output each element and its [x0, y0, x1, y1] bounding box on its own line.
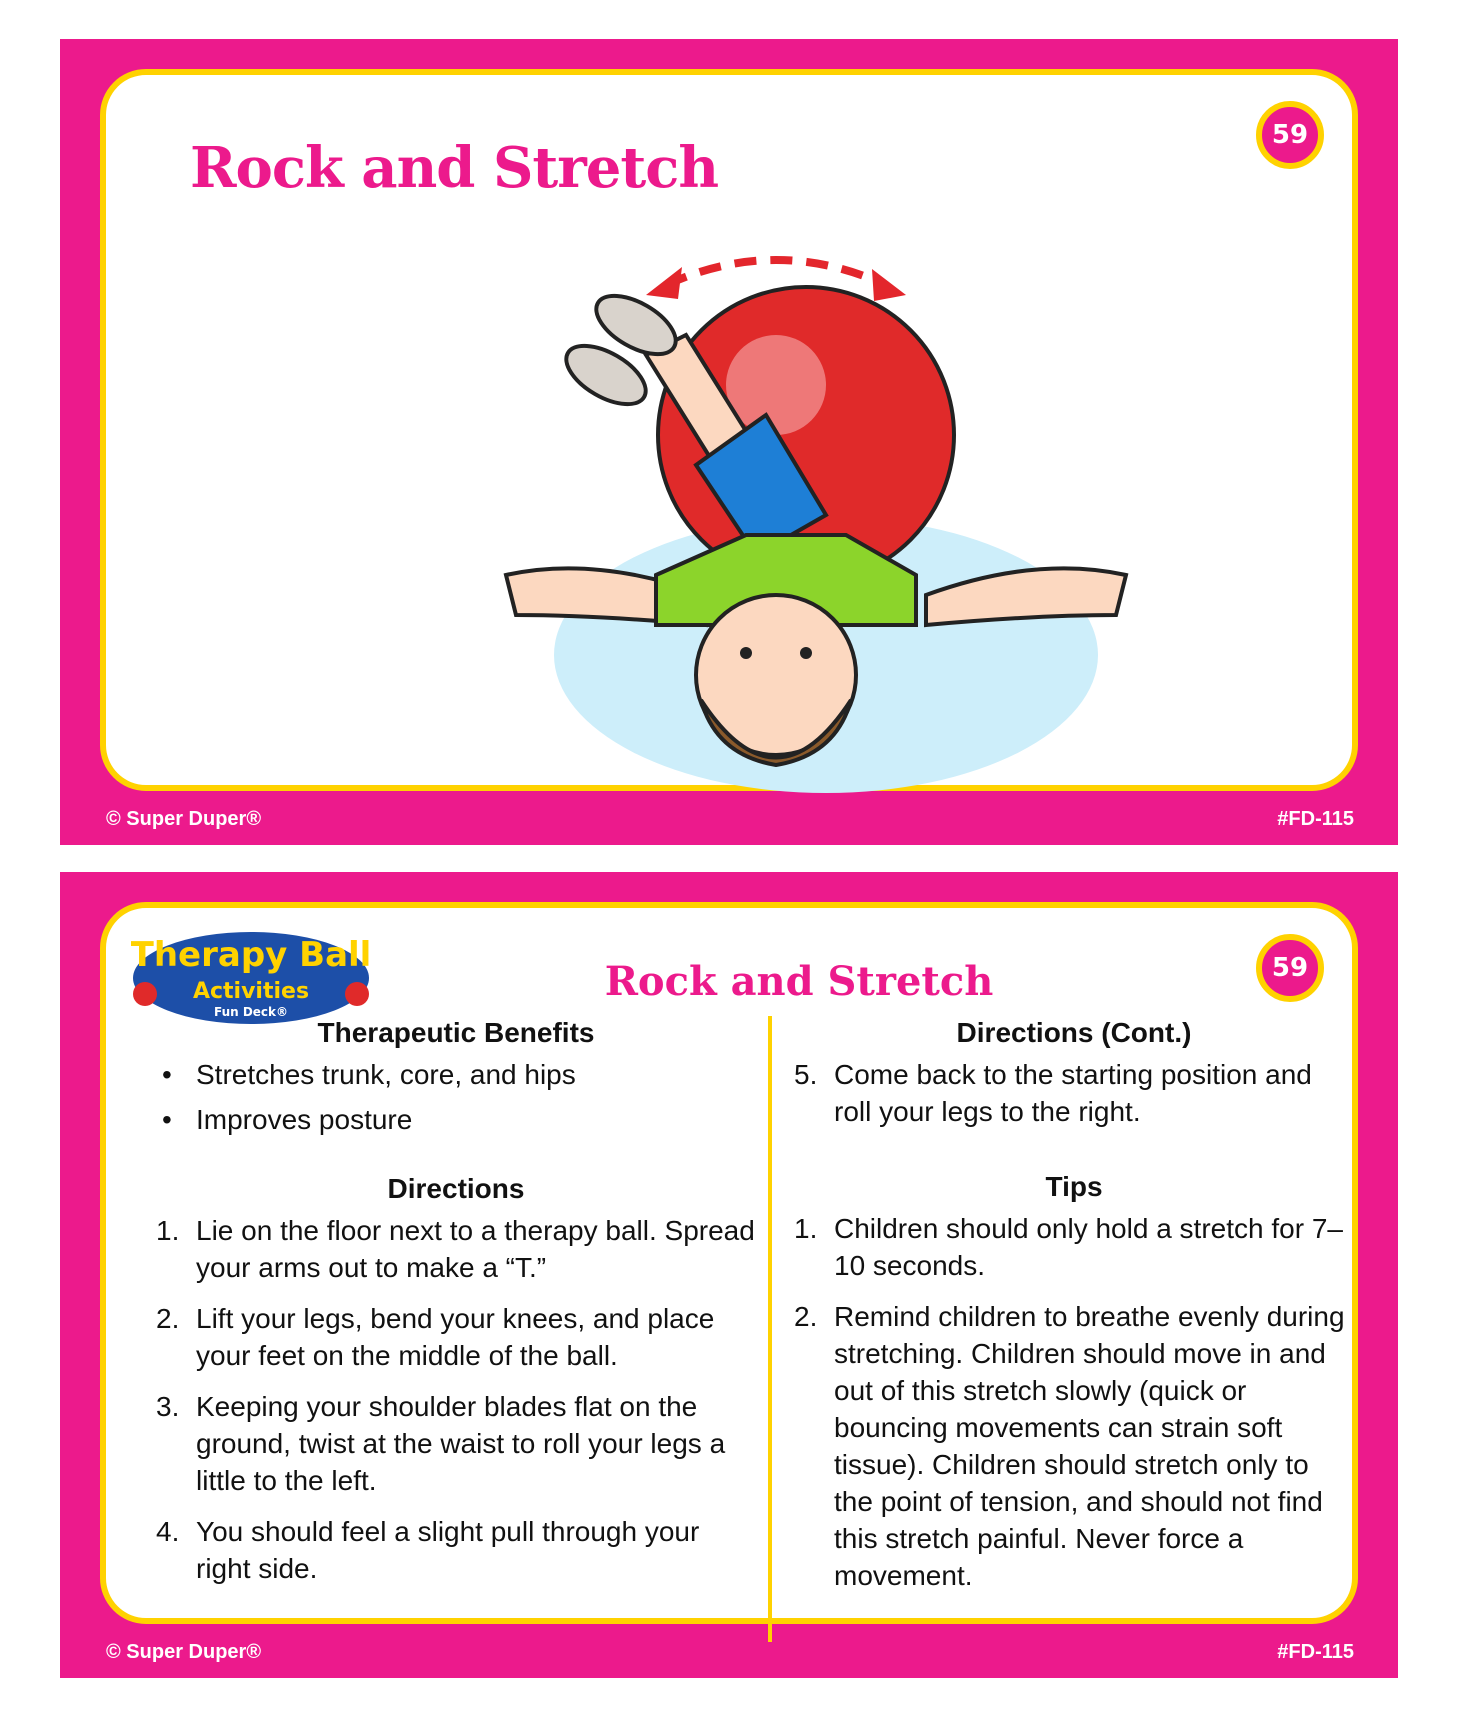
- card-front-panel: [100, 69, 1358, 791]
- direction-item: 4. You should feel a slight pull through your right side.: [156, 1516, 700, 1584]
- card-front: [60, 39, 1398, 845]
- direction-item: 1. Lie on the floor next to a therapy ball. Spread your arms out to make a “T.”: [156, 1215, 755, 1283]
- therapy-ball-activities-logo: [131, 928, 371, 1028]
- benefits-heading: Therapeutic Benefits: [317, 1017, 595, 1048]
- column-divider: [768, 1016, 772, 1642]
- card-title: Rock and Stretch: [604, 958, 994, 1005]
- eye-right: [800, 647, 812, 659]
- arrow-head-left: [646, 267, 682, 299]
- tip-item: 2. Remind children to breathe evenly during stretching. Children should move in and out of this stretch slowly (quick or bouncing movements can strain soft tissue). Children should stretch only to the point of tension, and should not find this stretch painful. Never force a movement.: [794, 1301, 1345, 1591]
- benefit-item: • Stretches trunk, core, and hips: [162, 1059, 576, 1090]
- copyright-text: © Super Duper®: [106, 1641, 262, 1663]
- card-back-panel: [100, 902, 1358, 1624]
- right-column: [794, 1016, 1354, 1608]
- direction-item: 5. Come back to the starting position and roll your legs to the right.: [794, 1059, 1312, 1127]
- arrow-head-right: [872, 269, 906, 301]
- direction-item: 2. Lift your legs, bend your knees, and place your feet on the middle of the ball.: [156, 1303, 715, 1371]
- tips-heading: Tips: [1045, 1171, 1103, 1202]
- logo-line-1: Therapy Ball: [131, 935, 371, 975]
- product-code: #FD-115: [1277, 808, 1354, 830]
- benefit-item: • Improves posture: [162, 1104, 413, 1135]
- direction-item: 3. Keeping your shoulder blades flat on the ground, twist at the waist to roll your legs a little to the left.: [156, 1391, 726, 1496]
- directions-heading: Directions: [387, 1173, 525, 1204]
- logo-line-3: Fun Deck®: [213, 1005, 289, 1019]
- tip-item: 1. Children should only hold a stretch for 7–10 seconds.: [794, 1213, 1343, 1281]
- card-back: [60, 872, 1398, 1678]
- card-number-badge: 59: [1256, 934, 1324, 1002]
- child-rock-and-stretch-illustration: [446, 195, 1206, 855]
- product-code: #FD-115: [1277, 1641, 1354, 1663]
- directions-cont-heading: Directions (Cont.): [956, 1017, 1192, 1048]
- eye-left: [740, 647, 752, 659]
- rocking-arrow-icon: [666, 260, 886, 285]
- card-number-badge: 59: [1256, 101, 1324, 169]
- card-title: Rock and Stretch: [190, 135, 719, 201]
- logo-line-2: Activities: [192, 979, 310, 1004]
- left-column: [156, 1016, 756, 1601]
- copyright-text: © Super Duper®: [106, 808, 262, 830]
